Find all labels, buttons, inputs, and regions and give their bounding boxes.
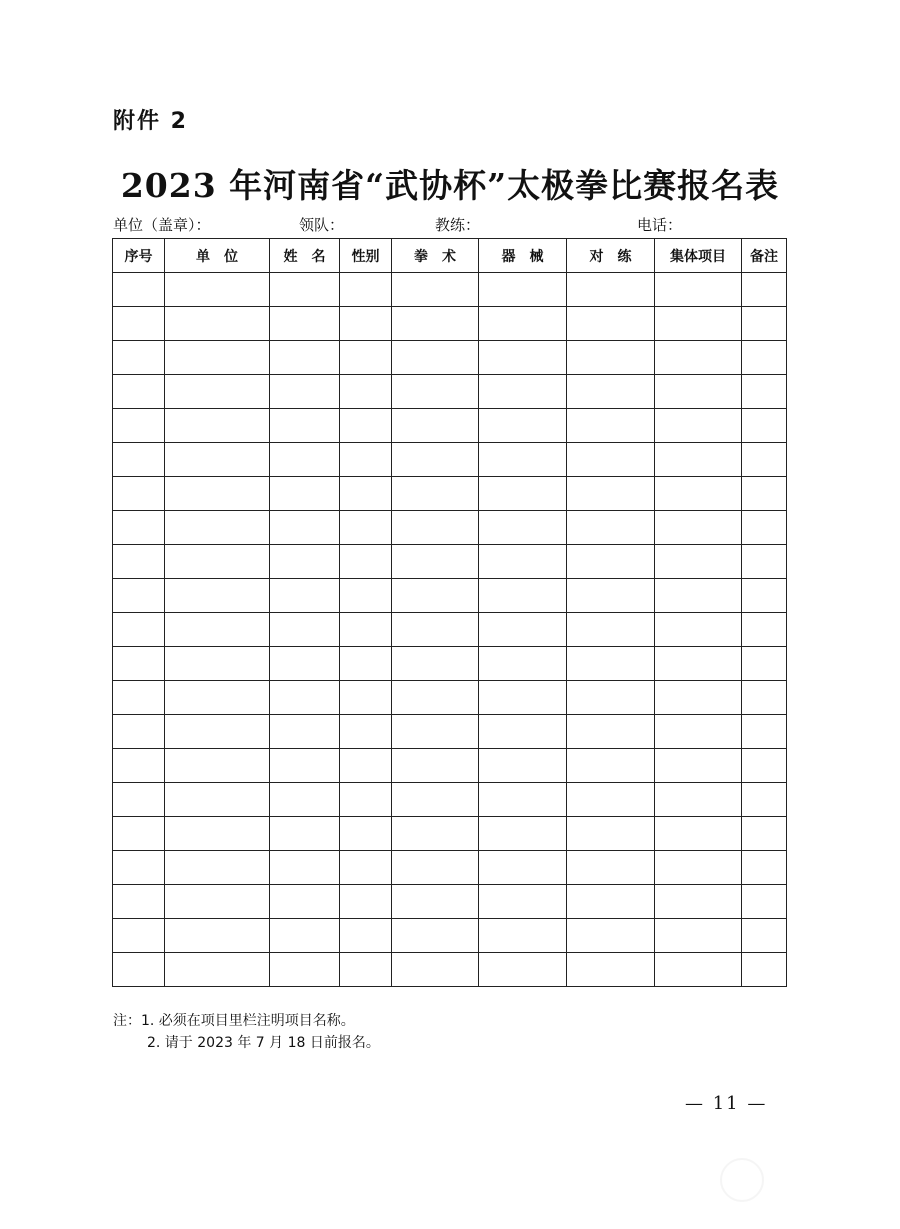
table-cell[interactable] xyxy=(392,715,479,749)
table-cell[interactable] xyxy=(340,885,392,919)
table-cell[interactable] xyxy=(270,783,340,817)
table-row xyxy=(113,511,787,545)
table-cell[interactable] xyxy=(165,375,270,409)
table-cell[interactable] xyxy=(340,919,392,953)
table-row xyxy=(113,579,787,613)
table-cell[interactable] xyxy=(270,307,340,341)
table-cell[interactable] xyxy=(113,307,165,341)
table-cell[interactable] xyxy=(165,681,270,715)
table-cell[interactable] xyxy=(165,443,270,477)
table-cell[interactable] xyxy=(340,307,392,341)
table-cell[interactable] xyxy=(270,817,340,851)
table-cell[interactable] xyxy=(270,341,340,375)
table-cell[interactable] xyxy=(392,647,479,681)
table-cell[interactable] xyxy=(655,851,742,885)
table-cell[interactable] xyxy=(392,885,479,919)
table-cell[interactable] xyxy=(340,375,392,409)
table-cell[interactable] xyxy=(113,375,165,409)
table-cell[interactable] xyxy=(165,749,270,783)
table-cell[interactable] xyxy=(165,545,270,579)
table-cell[interactable] xyxy=(392,477,479,511)
table-cell[interactable] xyxy=(479,613,567,647)
table-cell[interactable] xyxy=(655,715,742,749)
table-cell[interactable] xyxy=(270,443,340,477)
table-cell[interactable] xyxy=(392,511,479,545)
table-cell[interactable] xyxy=(742,613,787,647)
table-cell[interactable] xyxy=(113,273,165,307)
table-cell[interactable] xyxy=(113,545,165,579)
note-line-1: 注：1. 必须在项目里栏注明项目名称。 xyxy=(113,1013,355,1029)
table-row xyxy=(113,953,787,987)
table-cell[interactable] xyxy=(165,715,270,749)
table-cell[interactable] xyxy=(340,511,392,545)
table-cell[interactable] xyxy=(165,341,270,375)
watermark-logo xyxy=(720,1158,764,1202)
table-cell[interactable] xyxy=(742,443,787,477)
table-cell[interactable] xyxy=(567,647,655,681)
table-cell[interactable] xyxy=(270,579,340,613)
table-cell[interactable] xyxy=(165,919,270,953)
table-cell[interactable] xyxy=(479,885,567,919)
table-cell[interactable] xyxy=(655,749,742,783)
table-cell[interactable] xyxy=(742,647,787,681)
table-cell[interactable] xyxy=(392,783,479,817)
table-cell[interactable] xyxy=(270,749,340,783)
table-cell[interactable] xyxy=(165,307,270,341)
notes xyxy=(113,1010,380,1054)
table-cell[interactable] xyxy=(655,341,742,375)
table-cell[interactable] xyxy=(479,919,567,953)
table-cell[interactable] xyxy=(742,953,787,987)
table-row xyxy=(113,307,787,341)
table-cell[interactable] xyxy=(567,885,655,919)
table-cell[interactable] xyxy=(655,273,742,307)
header-cell: 性别 xyxy=(340,239,392,273)
table-cell[interactable] xyxy=(655,783,742,817)
table-cell[interactable] xyxy=(742,477,787,511)
table-cell[interactable] xyxy=(479,647,567,681)
table-cell[interactable] xyxy=(655,613,742,647)
table-cell[interactable] xyxy=(165,851,270,885)
table-row xyxy=(113,783,787,817)
table-row xyxy=(113,409,787,443)
table-cell[interactable] xyxy=(113,749,165,783)
table-cell[interactable] xyxy=(113,443,165,477)
table-cell[interactable] xyxy=(392,749,479,783)
table-cell[interactable] xyxy=(479,477,567,511)
table-cell[interactable] xyxy=(113,681,165,715)
table-cell[interactable] xyxy=(392,919,479,953)
table-cell[interactable] xyxy=(113,613,165,647)
table-cell[interactable] xyxy=(567,613,655,647)
coach-field-label: 教练： xyxy=(435,216,481,234)
table-cell[interactable] xyxy=(165,817,270,851)
registration-table xyxy=(112,238,787,987)
table-cell[interactable] xyxy=(567,307,655,341)
table-row xyxy=(113,375,787,409)
table-cell[interactable] xyxy=(165,885,270,919)
table-cell[interactable] xyxy=(479,511,567,545)
table-cell[interactable] xyxy=(567,443,655,477)
page-title: 2023 年河南省“武协杯”太极拳比赛报名表 xyxy=(120,166,780,205)
table-cell[interactable] xyxy=(567,715,655,749)
table-row xyxy=(113,715,787,749)
table-cell[interactable] xyxy=(742,341,787,375)
table-cell[interactable] xyxy=(567,409,655,443)
table-cell[interactable] xyxy=(567,477,655,511)
table-cell[interactable] xyxy=(165,613,270,647)
table-cell[interactable] xyxy=(392,681,479,715)
table-cell[interactable] xyxy=(567,341,655,375)
table-cell[interactable] xyxy=(479,953,567,987)
table-cell[interactable] xyxy=(479,817,567,851)
table-cell[interactable] xyxy=(270,613,340,647)
table-cell[interactable] xyxy=(392,851,479,885)
table-cell[interactable] xyxy=(165,511,270,545)
table-row xyxy=(113,647,787,681)
table-cell[interactable] xyxy=(655,511,742,545)
table-cell[interactable] xyxy=(392,443,479,477)
table-row xyxy=(113,273,787,307)
table-cell[interactable] xyxy=(392,273,479,307)
table-cell[interactable] xyxy=(392,579,479,613)
table-cell[interactable] xyxy=(742,885,787,919)
table-cell[interactable] xyxy=(742,545,787,579)
table-cell[interactable] xyxy=(655,307,742,341)
table-cell[interactable] xyxy=(742,375,787,409)
table-cell[interactable] xyxy=(567,953,655,987)
header-cell: 备注 xyxy=(742,239,787,273)
table-cell[interactable] xyxy=(270,375,340,409)
table-cell[interactable] xyxy=(165,783,270,817)
table-cell[interactable] xyxy=(270,409,340,443)
table-cell[interactable] xyxy=(270,953,340,987)
table-cell[interactable] xyxy=(742,851,787,885)
table-body xyxy=(113,273,787,987)
table-cell[interactable] xyxy=(340,953,392,987)
table-cell[interactable] xyxy=(742,307,787,341)
table-cell[interactable] xyxy=(340,443,392,477)
table-cell[interactable] xyxy=(392,307,479,341)
table-row xyxy=(113,613,787,647)
table-cell[interactable] xyxy=(340,579,392,613)
table-cell[interactable] xyxy=(479,443,567,477)
table-cell[interactable] xyxy=(270,919,340,953)
table-cell[interactable] xyxy=(113,511,165,545)
table-cell[interactable] xyxy=(340,273,392,307)
table-cell[interactable] xyxy=(165,409,270,443)
table-cell[interactable] xyxy=(340,783,392,817)
table-cell[interactable] xyxy=(340,545,392,579)
table-cell[interactable] xyxy=(113,817,165,851)
table-cell[interactable] xyxy=(392,817,479,851)
table-cell[interactable] xyxy=(113,477,165,511)
table-row xyxy=(113,681,787,715)
leader-field-label: 领队： xyxy=(299,216,345,234)
table-cell[interactable] xyxy=(567,273,655,307)
table-cell[interactable] xyxy=(113,579,165,613)
table-cell[interactable] xyxy=(113,715,165,749)
table-row xyxy=(113,477,787,511)
table-cell[interactable] xyxy=(270,545,340,579)
table-cell[interactable] xyxy=(655,885,742,919)
table-cell[interactable] xyxy=(742,273,787,307)
table-cell[interactable] xyxy=(742,715,787,749)
table-header-row xyxy=(113,239,787,273)
table-cell[interactable] xyxy=(479,307,567,341)
table-cell[interactable] xyxy=(392,375,479,409)
table-cell[interactable] xyxy=(567,375,655,409)
table-cell[interactable] xyxy=(479,783,567,817)
table-cell[interactable] xyxy=(479,273,567,307)
table-row xyxy=(113,885,787,919)
table-cell[interactable] xyxy=(340,647,392,681)
table-cell[interactable] xyxy=(392,341,479,375)
table-row xyxy=(113,851,787,885)
header-cell: 拳 术 xyxy=(392,239,479,273)
table-cell[interactable] xyxy=(567,783,655,817)
table-cell[interactable] xyxy=(742,817,787,851)
table-cell[interactable] xyxy=(655,647,742,681)
table-cell[interactable] xyxy=(270,477,340,511)
table-cell[interactable] xyxy=(567,545,655,579)
table-cell[interactable] xyxy=(655,477,742,511)
header-cell: 集体项目 xyxy=(655,239,742,273)
table-cell[interactable] xyxy=(340,613,392,647)
table-cell[interactable] xyxy=(113,885,165,919)
table-cell[interactable] xyxy=(742,409,787,443)
table-cell[interactable] xyxy=(655,579,742,613)
table-cell[interactable] xyxy=(567,919,655,953)
table-cell[interactable] xyxy=(742,681,787,715)
table-cell[interactable] xyxy=(655,953,742,987)
table-cell[interactable] xyxy=(567,851,655,885)
table-cell[interactable] xyxy=(742,511,787,545)
header-cell: 单 位 xyxy=(165,239,270,273)
table-cell[interactable] xyxy=(340,341,392,375)
table-cell[interactable] xyxy=(270,681,340,715)
table-cell[interactable] xyxy=(655,919,742,953)
table-cell[interactable] xyxy=(479,851,567,885)
table-cell[interactable] xyxy=(340,715,392,749)
table-cell[interactable] xyxy=(479,375,567,409)
table-cell[interactable] xyxy=(479,341,567,375)
attachment-label: 附件 2 xyxy=(113,109,188,134)
table-row xyxy=(113,443,787,477)
table-cell[interactable] xyxy=(479,409,567,443)
table-cell[interactable] xyxy=(655,817,742,851)
table-cell[interactable] xyxy=(165,953,270,987)
table-cell[interactable] xyxy=(340,851,392,885)
table-cell[interactable] xyxy=(113,409,165,443)
table-cell[interactable] xyxy=(655,375,742,409)
table-cell[interactable] xyxy=(270,851,340,885)
table-cell[interactable] xyxy=(742,919,787,953)
table-cell[interactable] xyxy=(392,545,479,579)
table-cell[interactable] xyxy=(113,783,165,817)
table-cell[interactable] xyxy=(113,919,165,953)
table-cell[interactable] xyxy=(742,783,787,817)
table-cell[interactable] xyxy=(479,579,567,613)
header-cell: 器 械 xyxy=(479,239,567,273)
table-cell[interactable] xyxy=(270,511,340,545)
table-cell[interactable] xyxy=(567,817,655,851)
table-cell[interactable] xyxy=(655,545,742,579)
table-cell[interactable] xyxy=(113,341,165,375)
note-line-2: 2. 请于 2023 年 7 月 18 日前报名。 xyxy=(147,1035,380,1051)
table-cell[interactable] xyxy=(165,477,270,511)
header-cell: 对 练 xyxy=(567,239,655,273)
table-cell[interactable] xyxy=(567,749,655,783)
page-number: — 11 — xyxy=(685,1093,768,1114)
table-row xyxy=(113,817,787,851)
table-cell[interactable] xyxy=(567,579,655,613)
table-cell[interactable] xyxy=(655,409,742,443)
table-row xyxy=(113,341,787,375)
table-cell[interactable] xyxy=(340,749,392,783)
table-cell[interactable] xyxy=(340,817,392,851)
table-cell[interactable] xyxy=(270,273,340,307)
table-cell[interactable] xyxy=(479,545,567,579)
header-cell: 姓 名 xyxy=(270,239,340,273)
table-cell[interactable] xyxy=(340,477,392,511)
header-info-row xyxy=(113,214,785,236)
table-row xyxy=(113,919,787,953)
table-cell[interactable] xyxy=(340,409,392,443)
table-cell[interactable] xyxy=(392,953,479,987)
table-cell[interactable] xyxy=(479,749,567,783)
table-cell[interactable] xyxy=(655,443,742,477)
unit-field-label: 单位（盖章）： xyxy=(113,216,211,234)
table-cell[interactable] xyxy=(113,647,165,681)
table-cell[interactable] xyxy=(392,409,479,443)
table-cell[interactable] xyxy=(479,681,567,715)
table-cell[interactable] xyxy=(567,681,655,715)
table-cell[interactable] xyxy=(113,953,165,987)
table-cell[interactable] xyxy=(165,579,270,613)
phone-field-label: 电话： xyxy=(637,216,683,234)
table-row xyxy=(113,749,787,783)
table-cell[interactable] xyxy=(165,647,270,681)
table-cell[interactable] xyxy=(270,647,340,681)
table-cell[interactable] xyxy=(270,885,340,919)
table-row xyxy=(113,545,787,579)
table-cell[interactable] xyxy=(340,681,392,715)
table-cell[interactable] xyxy=(113,851,165,885)
table-cell[interactable] xyxy=(479,715,567,749)
header-cell: 序号 xyxy=(113,239,165,273)
table-cell[interactable] xyxy=(165,273,270,307)
table-cell[interactable] xyxy=(567,511,655,545)
table-cell[interactable] xyxy=(392,613,479,647)
table-cell[interactable] xyxy=(655,681,742,715)
table-cell[interactable] xyxy=(742,749,787,783)
table-cell[interactable] xyxy=(270,715,340,749)
table-cell[interactable] xyxy=(742,579,787,613)
